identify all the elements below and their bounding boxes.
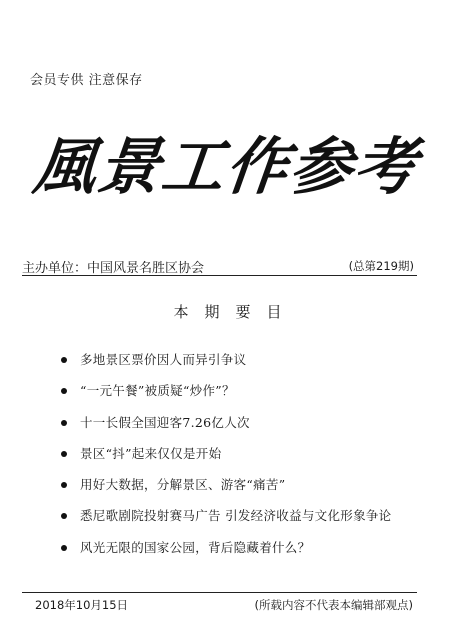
sponsor-label: 主办单位：中国风景名胜区协会 — [22, 261, 205, 276]
bullet-icon — [61, 357, 67, 363]
list-item-text: “一元午餐”被质疑“炒作”？ — [80, 383, 235, 399]
list-item — [61, 350, 446, 381]
bullet-icon — [61, 545, 67, 551]
list-item — [61, 506, 446, 537]
contents-title: 本期要目 — [173, 303, 298, 321]
bullet-icon — [61, 482, 67, 488]
top-divider — [22, 275, 417, 276]
issue-number: (总第219期) — [348, 259, 414, 273]
publication-masthead: 風景工作参考 — [30, 130, 422, 203]
bullet-icon — [61, 451, 67, 457]
footer-row — [35, 597, 413, 615]
editorial-disclaimer: (所载内容不代表本编辑部观点) — [254, 598, 413, 612]
list-item — [61, 475, 446, 506]
list-item — [61, 538, 446, 569]
bottom-divider — [22, 592, 417, 593]
contents-list — [61, 350, 446, 569]
sponsor-row — [22, 257, 414, 275]
bullet-icon — [61, 420, 67, 426]
list-item — [61, 381, 446, 412]
list-item — [61, 413, 446, 444]
list-item-text: 风光无限的国家公园，背后隐藏着什么？ — [80, 539, 311, 555]
members-only-notice: 会员专供 注意保存 — [30, 73, 143, 88]
bullet-icon — [61, 513, 67, 519]
list-item — [61, 444, 446, 475]
issue-date: 2018年10月15日 — [35, 598, 129, 612]
list-item-text: 用好大数据，分解景区、游客“痛苦” — [80, 477, 286, 493]
list-item-text: 悉尼歌剧院投射赛马广告 引发经济收益与文化形象争论 — [80, 508, 392, 524]
list-item-text: 多地景区票价因人而异引争议 — [80, 352, 247, 367]
bullet-icon — [61, 388, 67, 394]
list-item-text: 十一长假全国迎客7.26亿人次 — [80, 414, 250, 430]
list-item-text: 景区“抖”起来仅仅是开始 — [80, 445, 222, 461]
